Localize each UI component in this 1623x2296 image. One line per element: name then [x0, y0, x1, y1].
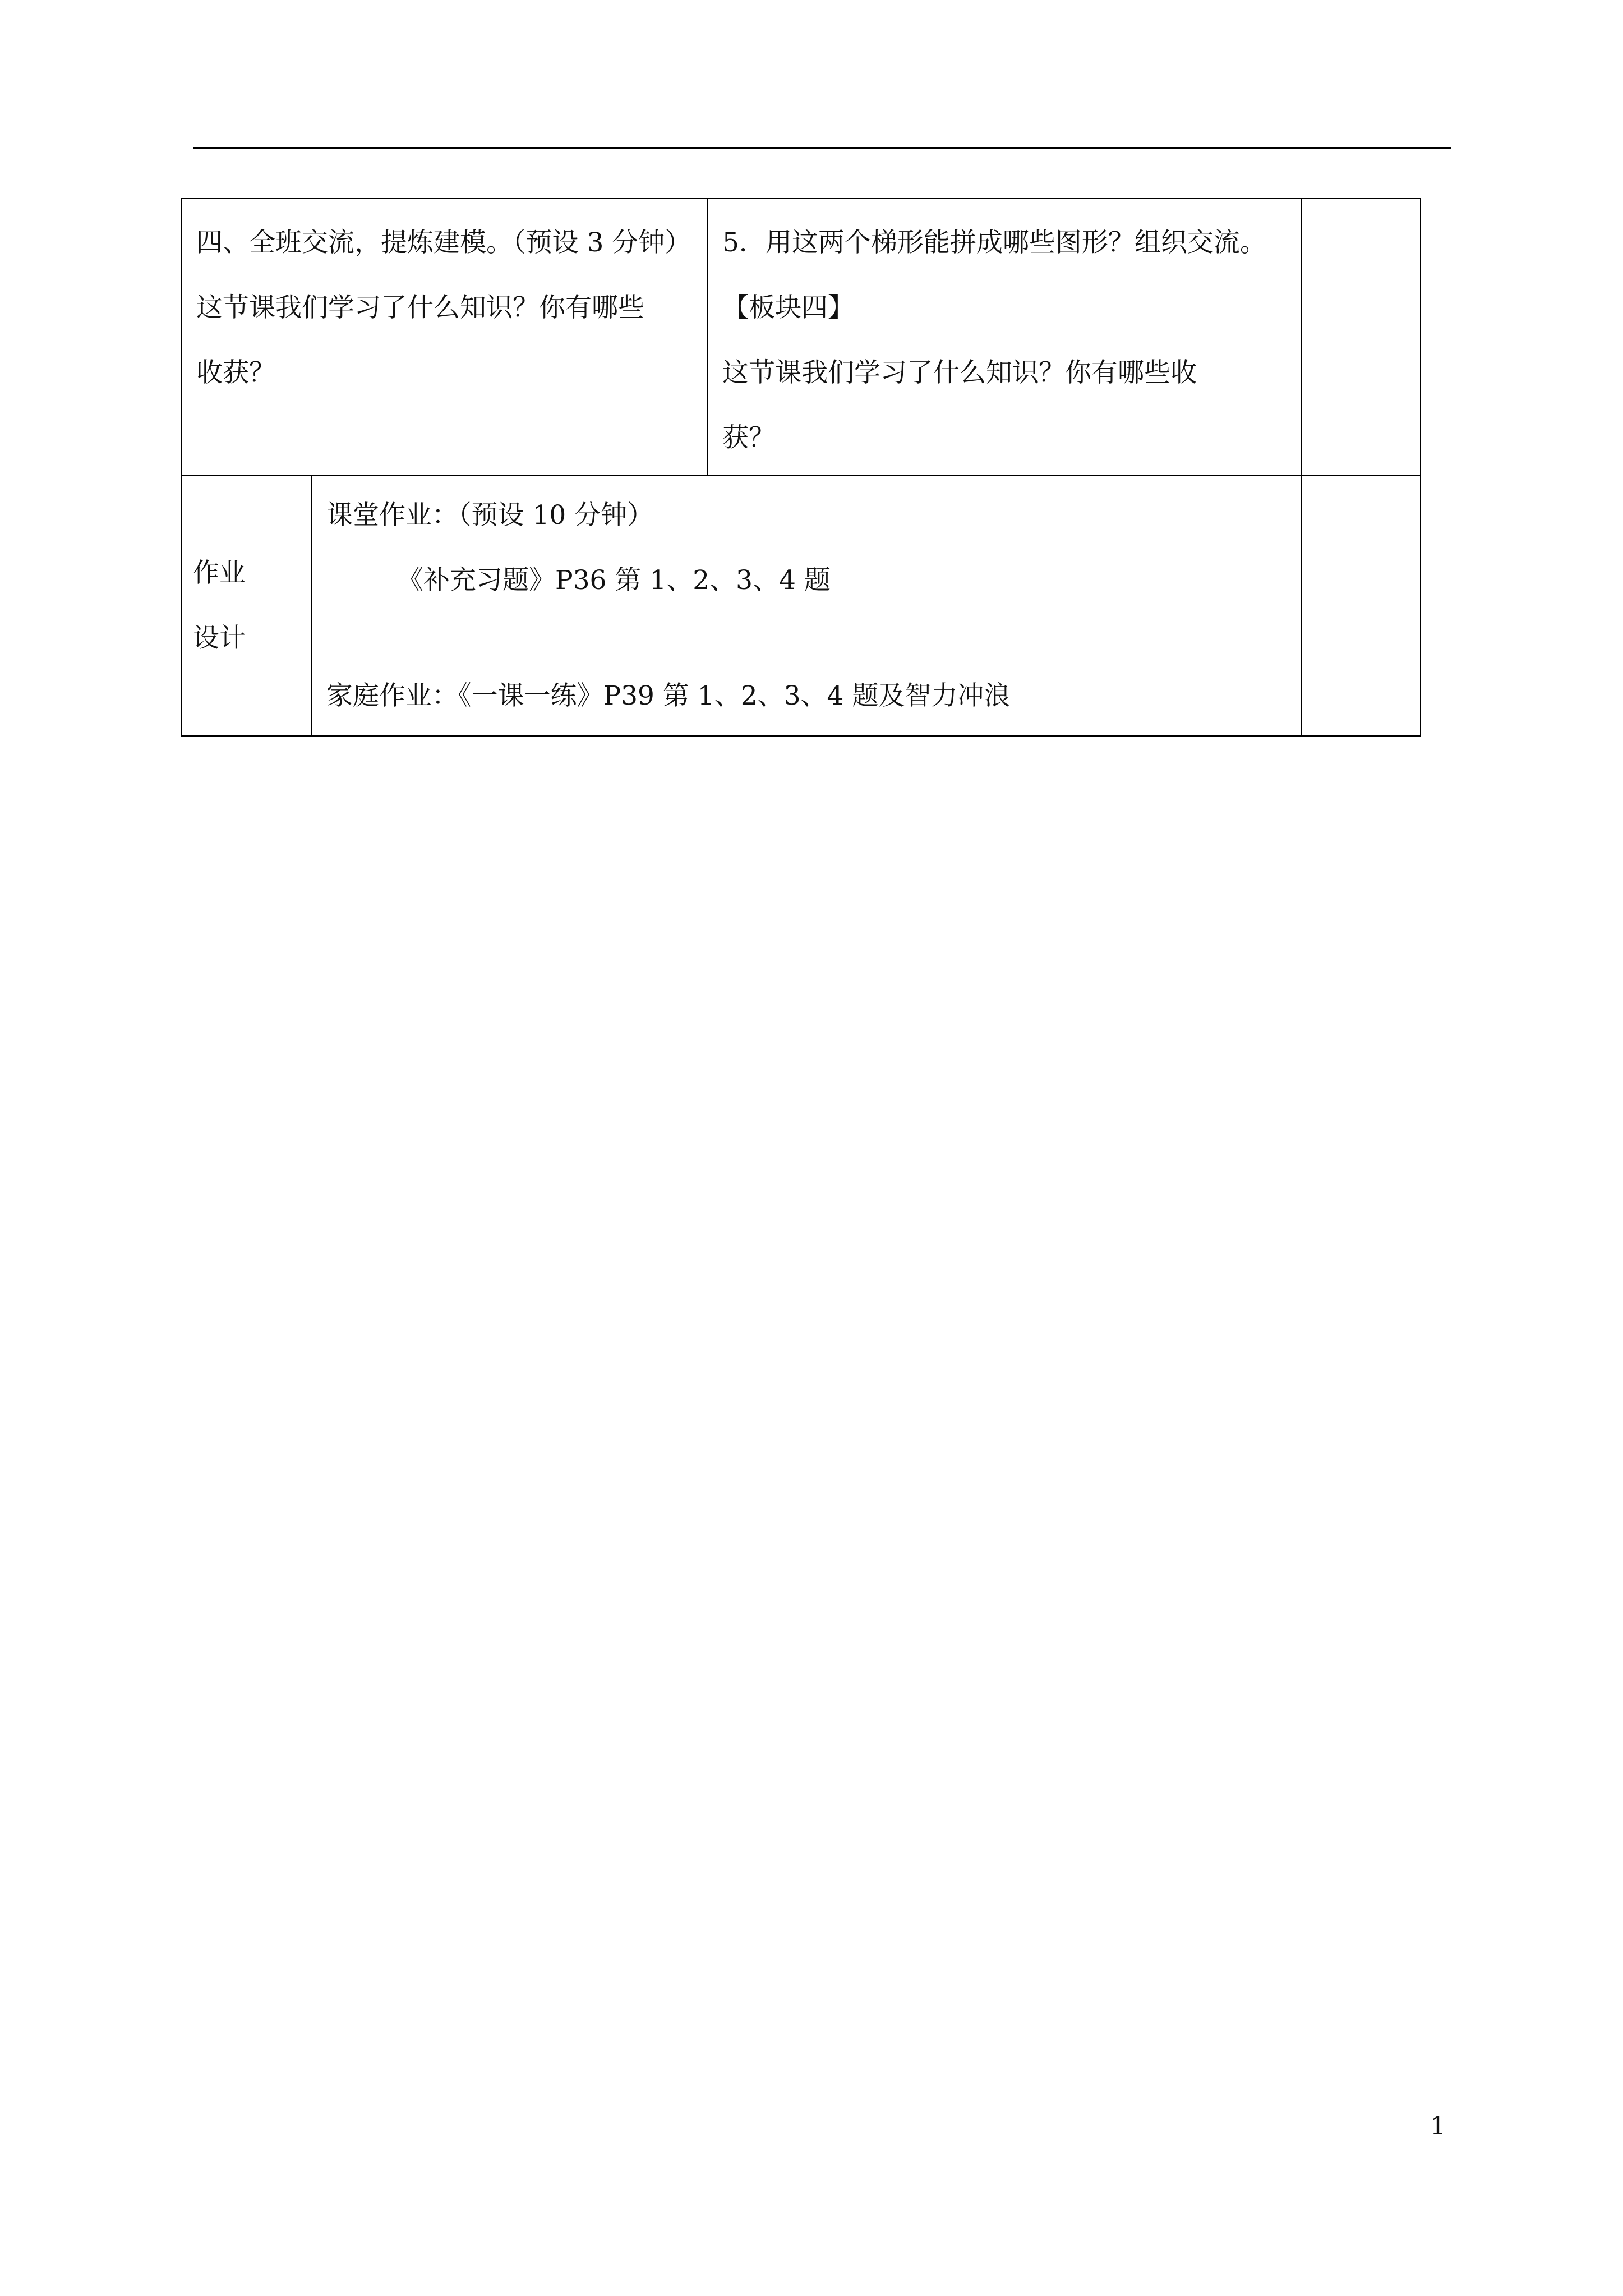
page-number: 1 [1430, 2112, 1446, 2141]
classwork-title: 课堂作业：（预设 10 分钟） [326, 500, 654, 531]
homework-row [181, 476, 1421, 736]
notes-cell [1302, 199, 1421, 476]
reflection-question-line1: 这节课我们学习了什么知识？你有哪些收 [722, 357, 1197, 388]
section-heading-block4: 【板块四】 [722, 292, 855, 323]
homework-notes-cell [1302, 476, 1421, 736]
activity-item-5: 5．用这两个梯形能拼成哪些图形？组织交流。 [722, 227, 1266, 258]
homework-label-line2: 设计 [193, 623, 246, 654]
homework-label-cell [181, 476, 311, 736]
summary-question-line1: 这节课我们学习了什么知识？你有哪些 [196, 292, 644, 323]
homework-label-line1: 作业 [193, 558, 246, 588]
homework-assignment: 家庭作业：《一课一练》P39 第 1、2、3、4 题及智力冲浪 [326, 680, 1011, 711]
summary-question-line2: 收获？ [196, 357, 275, 388]
summary-step-heading: 四、全班交流，提炼建模。（预设 3 分钟） [196, 227, 691, 258]
lesson-plan-table [181, 198, 1421, 737]
summary-row [181, 199, 1421, 476]
classwork-item: 《补充习题》P36 第 1、2、3、4 题 [397, 565, 831, 596]
teacher-activity-cell [181, 199, 707, 476]
header-rule [193, 147, 1451, 149]
student-activity-cell [707, 199, 1302, 476]
reflection-question-line2: 获？ [722, 422, 776, 453]
blank-line [326, 613, 1287, 664]
homework-content-cell [311, 476, 1302, 736]
